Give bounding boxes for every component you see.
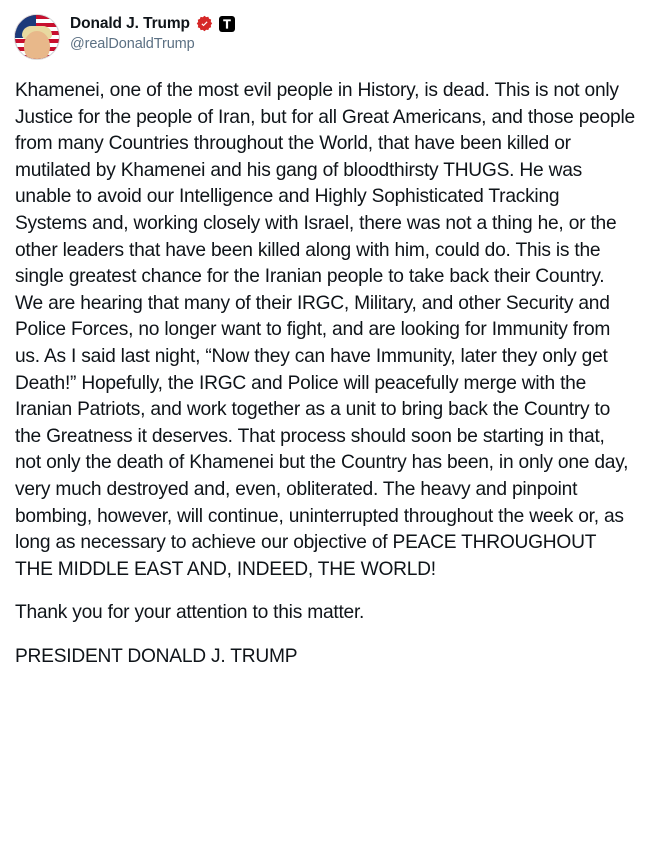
post-paragraph: Khamenei, one of the most evil people in History, is dead. This is not only Justice for the people of Iran, but for all Great Americans, and those people from many Countries throughout the World, that have been killed or mutilated by Khamenei and his gang of bloodthirsty THUGS. He was unable to avoid our Intelligence and Highly Sophisticated Tracking Systems and, working closely with Israel, there was not a thing he, or the other leaders that have been killed along with him, could do. This is the single greatest chance for the Iranian people to take back their Country. We are hearing that many of their IRGC, Military, and other Security and Police Forces, no longer want to fight, and are looking for Immunity from us. As I said last night, “Now they can have Immunity, later they only get Death!” Hopefully, the IRGC and Police will peacefully merge with the Iranian Patriots, and work together as a unit to bring back the Country to the Greatness it deserves. That process should soon be starting in that, not only the death of Khamenei but the Country has been, in only one day, very much destroyed and, even, obliterated. The heavy and pinpoint bombing, however, will continue, uninterrupted throughout the week or, as long as necessary to achieve our objective of PEACE THROUGHOUT THE MIDDLE EAST AND, INDEED, THE WORLD! [15,80,635,580]
author-name-row [70,15,235,33]
author-display-name[interactable]: Donald J. Trump [70,15,190,32]
post-paragraph: PRESIDENT DONALD J. TRUMP [15,645,298,667]
affiliate-square-icon[interactable] [219,16,235,32]
post-body [14,64,636,670]
avatar[interactable] [14,14,60,60]
post-paragraph: Thank you for your attention to this matter. [15,602,365,624]
verified-check-icon[interactable] [196,15,213,32]
author-name-block [70,14,235,52]
avatar-face-shape [24,31,50,60]
author-handle[interactable]: @realDonaldTrump [70,35,195,52]
post-header [14,12,636,64]
